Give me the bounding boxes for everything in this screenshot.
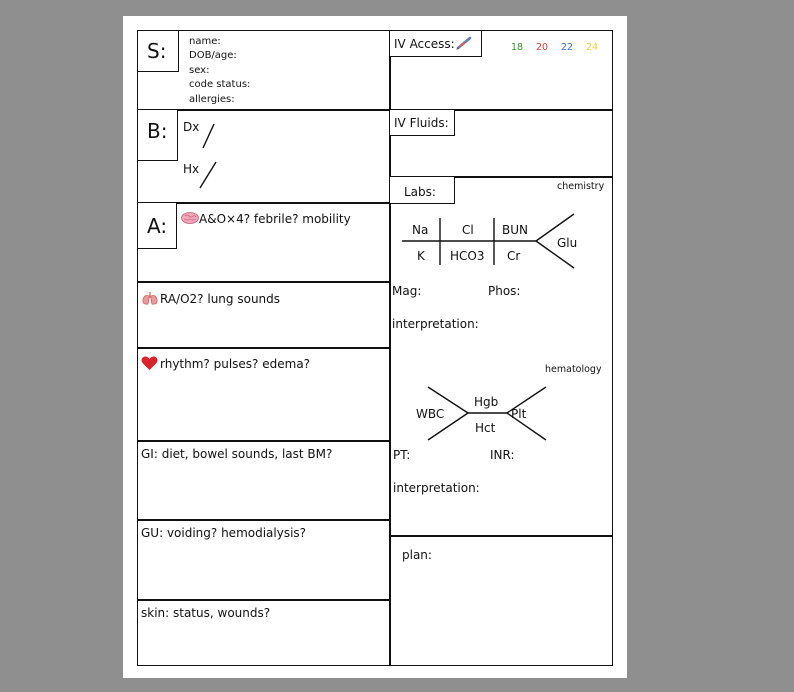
lab-mag: Mag: [392,284,422,298]
lab-cr: Cr [507,249,521,263]
cardiac-assessment: rhythm? pulses? edema? [160,357,311,371]
iv-access-label: IV Access: [394,37,455,51]
neuro-assessment: A&O×4? febrile? mobility [199,212,351,226]
b-letter: B: [147,119,168,143]
s-letter: S: [147,39,167,63]
chemistry-title: chemistry [557,181,605,192]
gu-assessment: GU: voiding? hemodialysis? [141,526,307,540]
gauge-22: 22 [561,42,574,53]
s-field-code-status: code status: [189,79,251,90]
lab-cl: Cl [462,223,474,237]
a-letter: A: [147,214,168,238]
chemistry-interpretation: interpretation: [392,317,479,331]
hematology-title: hematology [545,364,602,375]
resp-assessment: RA/O2? lung sounds [160,292,281,306]
lab-na: Na [412,223,429,237]
gauge-18: 18 [511,42,524,53]
lab-inr: INR: [490,448,515,462]
b-hx-label: Hx [183,162,200,176]
plan-label: plan: [402,548,432,562]
s-field-name: name: [189,36,221,47]
lab-hgb: Hgb [474,395,499,409]
lab-plt: Plt [511,407,527,421]
labs-label: Labs: [404,185,436,199]
lab-bun: BUN [502,223,528,237]
skin-assessment: skin: status, wounds? [141,606,271,620]
s-field-dob: DOB/age: [189,50,237,61]
s-field-sex: sex: [189,65,210,76]
gauge-20: 20 [536,42,549,53]
lab-glu: Glu [557,236,578,250]
lab-hco3: HCO3 [450,249,485,263]
lab-wbc: WBC [416,407,445,421]
lab-hct: Hct [475,421,496,435]
gauge-24: 24 [586,42,599,53]
lab-k: K [417,249,425,263]
b-dx-label: Dx [183,120,200,134]
lab-pt: PT: [393,448,411,462]
s-field-allergies: allergies: [189,94,235,105]
lab-phos: Phos: [488,284,521,298]
iv-fluids-label: IV Fluids: [394,116,449,130]
gi-assessment: GI: diet, bowel sounds, last BM? [141,447,333,461]
hematology-interpretation: interpretation: [393,481,480,495]
